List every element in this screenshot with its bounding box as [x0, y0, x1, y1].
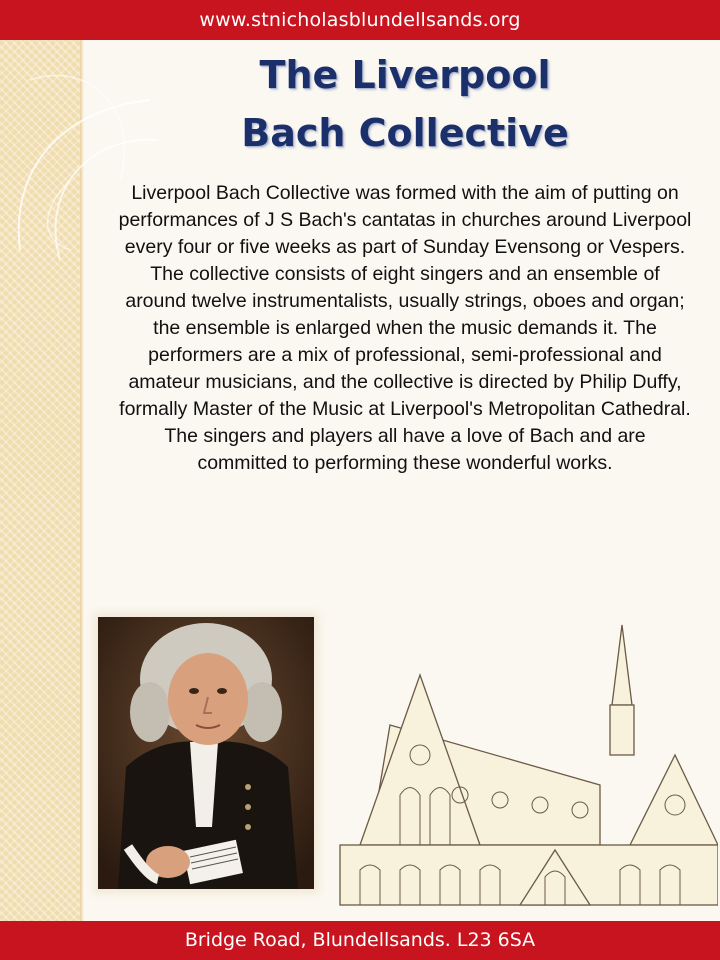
- footer-address: Bridge Road, Blundellsands. L23 6SA: [184, 929, 536, 951]
- site-url[interactable]: www.stnicholasblundellsands.org: [199, 9, 521, 31]
- title-line-1: The Liverpool: [259, 53, 551, 97]
- description-paragraph: Liverpool Bach Collective was formed with the aim of putting on performances of J S Bach's cantatas in churches around Liverpool every four or five weeks as part of Sunday Evensong or Vespers. The collective consists of eight singers and an ensemble of around twelve instrumentalists, usually strings, oboes and organ; the ensemble is enlarged when the music demands it. The performers are a mix of professional, semi-professional and amateur musicians, and the collective is directed by Philip Duffy, formally Master of the Music at Liverpool's Metropolitan Cathedral. The singers and players all have a love of Bach and are committed to performing these wonderful works.: [118, 182, 692, 474]
- bach-portrait-image: [98, 617, 314, 889]
- church-sketch-image: [330, 615, 718, 915]
- header-url-bar: [0, 0, 720, 40]
- title-line-2: Bach Collective: [241, 111, 569, 155]
- footer-address-bar: [0, 921, 720, 960]
- page-title: [110, 46, 700, 162]
